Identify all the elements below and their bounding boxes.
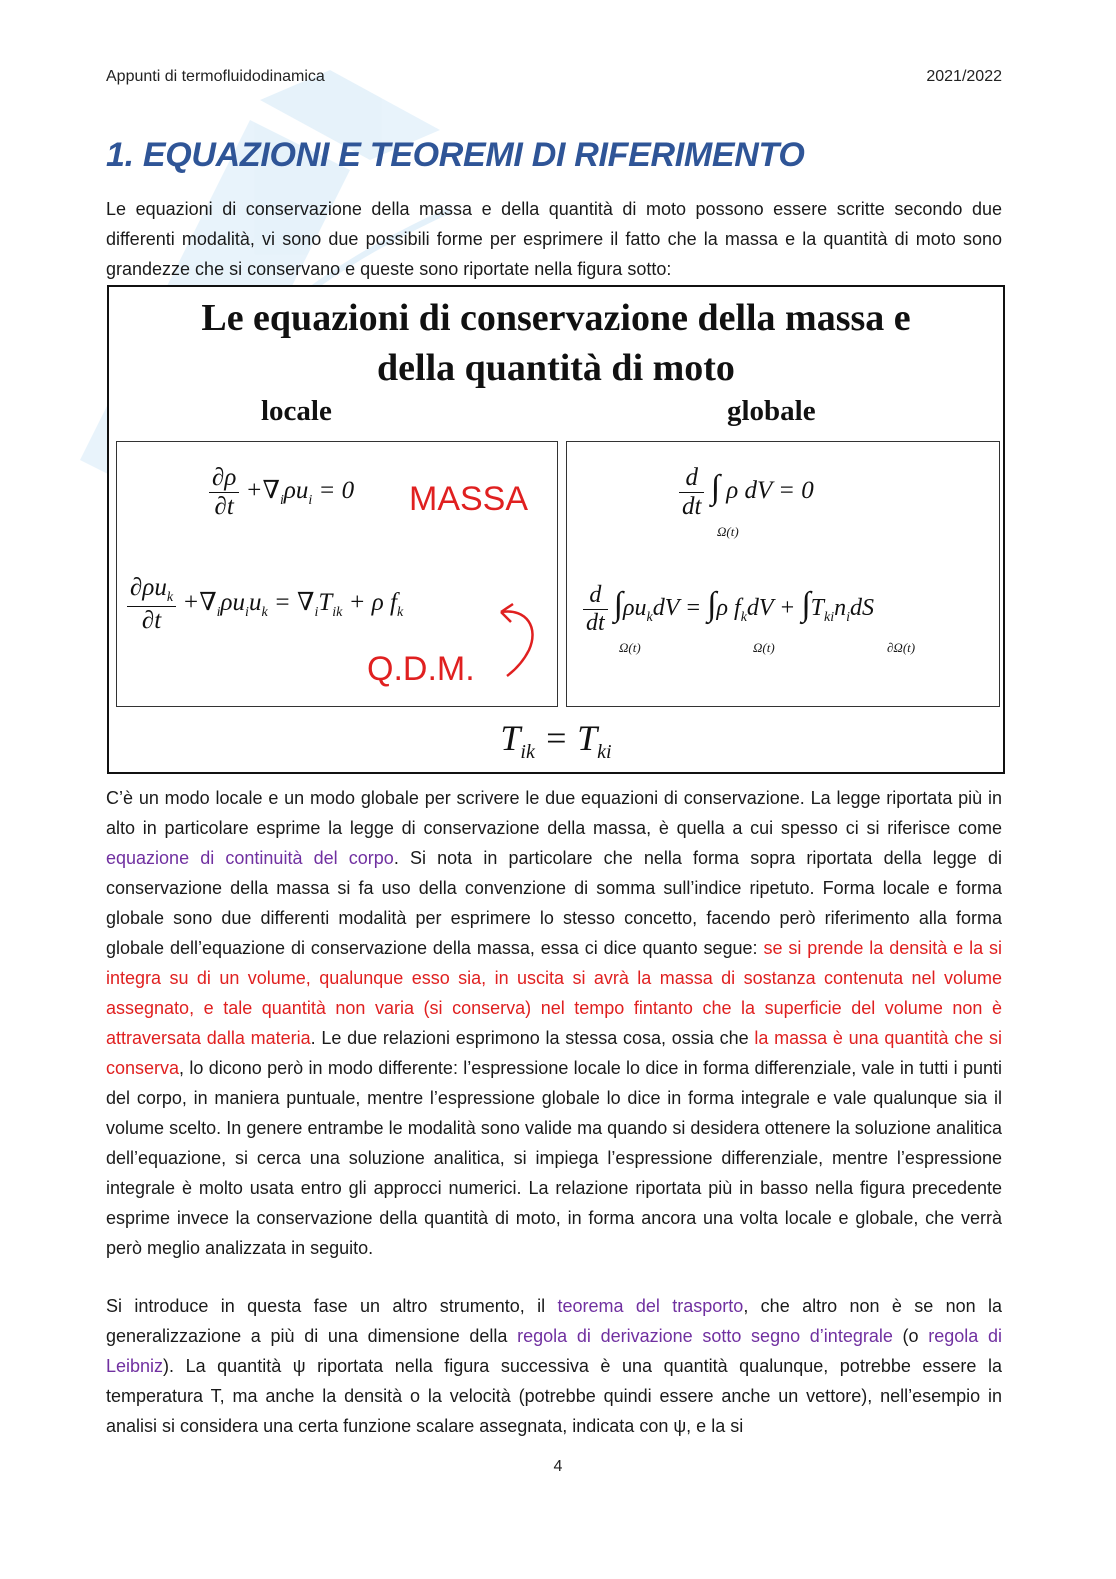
global-mass-domain: Ω(t) bbox=[717, 524, 739, 539]
qdm-arrow bbox=[487, 600, 547, 680]
text-run: C’è un modo locale e un modo globale per scrivere le due equazioni di conservazione. La legge riportata più in alto in particolare esprime la legge di conservazione della massa, è quella a cui spesso ci si riferisce come bbox=[106, 788, 1002, 838]
text-run: Si introduce in questa fase un altro strumento, il bbox=[106, 1296, 558, 1316]
highlight-global-mass: se si prende la densità e la si integra su di un volume, qualunque esso sia, in uscita si avrà la massa di sostanza contenuta nel volume assegnato, e tale quantità non varia (si conserva) nel tempo fintanto che la superficie del volume non è attraversata dalla materia bbox=[106, 938, 1002, 1048]
global-equations-box bbox=[566, 441, 1000, 707]
mass-label: MASSA bbox=[409, 480, 529, 518]
text-run: ). La quantità ψ riportata nella figura successiva è una quantità qualunque, potrebbe essere la temperatura T, ma anche la densità o la velocità (potrebbe quindi essere anche un vettore), nell’esempio in analisi si considera una certa funzione scalare assegnata, indicata con ψ, e la si bbox=[106, 1356, 1002, 1436]
page-header bbox=[106, 68, 1002, 92]
stress-symmetry-equation: $T_{ik} = T_{ki}$ bbox=[500, 718, 612, 764]
local-equations-box bbox=[116, 441, 558, 707]
global-momentum-equation: $\frac{d}{dt}$ $\int\rho u_kdV = \int\rho$ $f_kdV + \int T_{ki}n_idS$ bbox=[583, 582, 874, 637]
local-momentum-equation: $\frac{\partial\rho u_k}{\partial t}$ $+\nabla_i\rho u_iu_k = \nabla_iT_{ik} + \rho$ $f_k$ bbox=[127, 574, 403, 635]
section-title: 1. EQUAZIONI E TEOREMI DI RIFERIMENTO bbox=[106, 136, 805, 174]
text-run: , lo dicono però in modo differente: l’espressione locale lo dice in forma differenziale, vale in tutti i punti del corpo, in maniera puntuale, mentre l’espressione globale lo dice in forma integrale e vale qualunque sia il volume scelto. In genere entrambe le modalità sono valide ma quando si desidera ottenere la soluzione analitica dell’equazione, si cerca una soluzione analitica, si impiega l’espressione differenziale, mentre l’espressione integrale è molto usata entro gli approcci numerici. La relazione riportata più in basso nella figura precedente esprime invece la conservazione della quantità di moto, in forma ancora una volta locale e globale, che verrà però meglio analizzata in seguito. bbox=[106, 1058, 1002, 1258]
symmetry-right-sub: ki bbox=[597, 741, 612, 764]
term-leibniz-rule: regola di Leibniz bbox=[106, 1326, 1003, 1376]
page-number: 4 bbox=[553, 1458, 563, 1475]
symmetry-left-sub: ik bbox=[520, 741, 535, 764]
global-momentum-domain-2: Ω(t) bbox=[753, 640, 775, 655]
term-transport-theorem: teorema del trasporto bbox=[557, 1296, 744, 1316]
figure-title bbox=[109, 293, 1003, 393]
global-momentum-domain-1: Ω(t) bbox=[619, 640, 641, 655]
symmetry-right-symbol: T bbox=[577, 718, 598, 758]
text-run: . Si nota in particolare che nella forma sopra riportata della legge di conservazione della massa si fa uso della convenzione di somma sull’indice ripetuto. Forma locale e forma globale sono due differenti modalità per esprimere lo stesso concetto, facendo però riferimento alla forma globale dell’equazione di conservazione della massa, essa ci dice quanto segue: bbox=[106, 848, 1002, 958]
label-global: globale bbox=[727, 395, 816, 427]
qdm-label: Q.D.M. bbox=[367, 650, 475, 688]
header-academic-year: 2021/2022 bbox=[926, 68, 1002, 85]
explanation-paragraph bbox=[106, 783, 1002, 1263]
global-mass-equation: $\frac{d}{dt}$ ∫ ρ dV = 0 bbox=[679, 464, 814, 521]
global-momentum-domain-3: ∂Ω(t) bbox=[887, 640, 916, 655]
text-run: , che altro non è se non la generalizzazione a più di una dimensione della bbox=[106, 1296, 1002, 1346]
header-course-title: Appunti di termofluidodinamica bbox=[106, 68, 325, 85]
local-mass-equation: $\frac{\partial\rho}{\partial t}$ $+\nabla_i\rho u_i = 0$ bbox=[209, 464, 354, 521]
text-run: (o bbox=[892, 1326, 929, 1346]
figure-title-line2: della quantità di moto bbox=[377, 347, 735, 389]
intro-paragraph: Le equazioni di conservazione della massa e della quantità di moto possono essere scritte secondo due differenti modalità, vi sono due possibili forme per esprimere il fatto che la massa e la quantità di moto sono grandezze che si conservano e queste sono riportate nella figura sotto: bbox=[106, 199, 1002, 279]
label-local: locale bbox=[261, 395, 332, 427]
highlight-mass-conserved: la massa è una quantità che si conserva bbox=[106, 1028, 1002, 1078]
term-continuity-equation: equazione di continuità del corpo bbox=[106, 848, 394, 868]
figure-title-line1: Le equazioni di conservazione della massa e bbox=[201, 297, 911, 339]
transport-theorem-paragraph bbox=[106, 1291, 1002, 1441]
term-leibniz-rule-long: regola di derivazione sotto segno d’integrale bbox=[517, 1326, 893, 1346]
text-run: . Le due relazioni esprimono la stessa cosa, ossia che bbox=[310, 1028, 755, 1048]
symmetry-left-symbol: T bbox=[500, 718, 521, 758]
conservation-equations-figure bbox=[107, 285, 1005, 774]
